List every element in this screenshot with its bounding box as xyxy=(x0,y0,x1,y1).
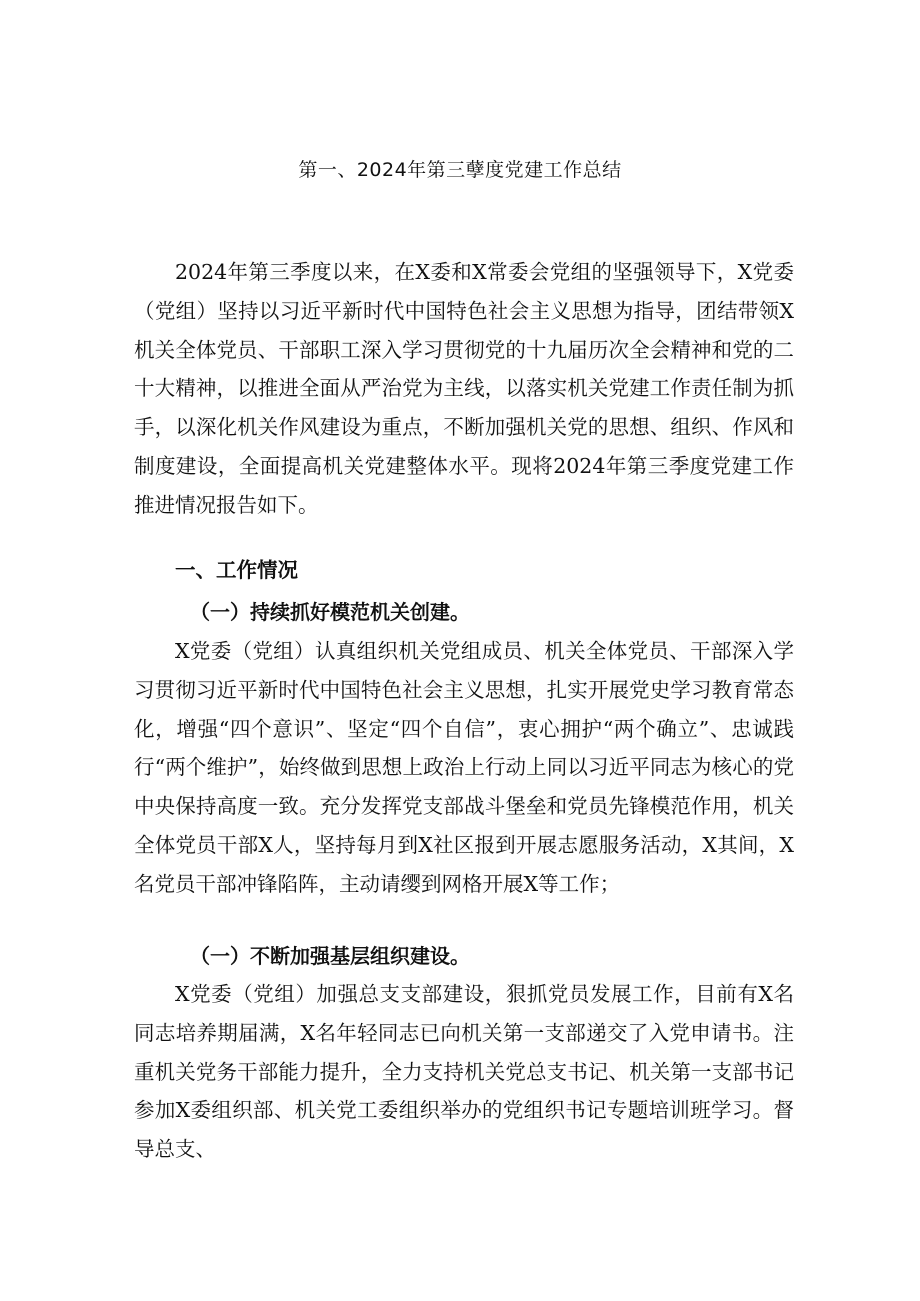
section-heading-work-status: 一、工作情况 xyxy=(175,558,298,582)
subsection-2-paragraph: X党委（党组）加强总支支部建设，狠抓党员发展工作，目前有X名同志培养期届满，X名年轻同志已向机关第一支部递交了入党申请书。注重机关党务干部能力提升，全力支持机关党总支书记、机关第一支部书记参加X委组织部、机关党工委组织举办的党组织书记专题培训班学习。督导总支、 xyxy=(134,982,794,1162)
subsection-1-paragraph: X党委（党组）认真组织机关党组成员、机关全体党员、干部深入学习贯彻习近平新时代中国特色社会主义思想，扎实开展党史学习教育常态化，增强“四个意识”、坚定“四个自信”，衷心拥护“两个确立”、忠诚践行“两个维护”，始终做到思想上政治上行动上同以习近平同志为核心的党中央保持高度一致。充分发挥党支部战斗堡垒和党员先锋模范作用，机关全体党员干部X人，坚持每月到X社区报到开展志愿服务活动，X其间，X名党员干部冲锋陷阵，主动请缨到网格开展X等工作； xyxy=(134,639,794,896)
document-title: 第一、2024年第三孽度党建工作总结 xyxy=(298,159,622,181)
intro-paragraph: 2024年第三季度以来，在X委和X常委会党组的坚强领导下，X党委（党组）坚持以习近平新时代中国特色社会主义思想为指导，团结带领X机关全体党员、干部职工深入学习贯彻党的十九届历次全会精神和党的二十大精神，以推进全面从严治党为主线，以落实机关党建工作责任制为抓手，以深化机关作风建设为重点，不断加强机关党的思想、组织、作风和制度建设，全面提高机关党建整体水平。现将2024年第三季度党建工作推进情况报告如下。 xyxy=(134,260,794,517)
subsection-heading-grassroots-organization: （一）不断加强基层组织建设。 xyxy=(190,944,470,968)
subsection-heading-model-organ: （一）持续抓好模范机关创建。 xyxy=(190,600,470,624)
